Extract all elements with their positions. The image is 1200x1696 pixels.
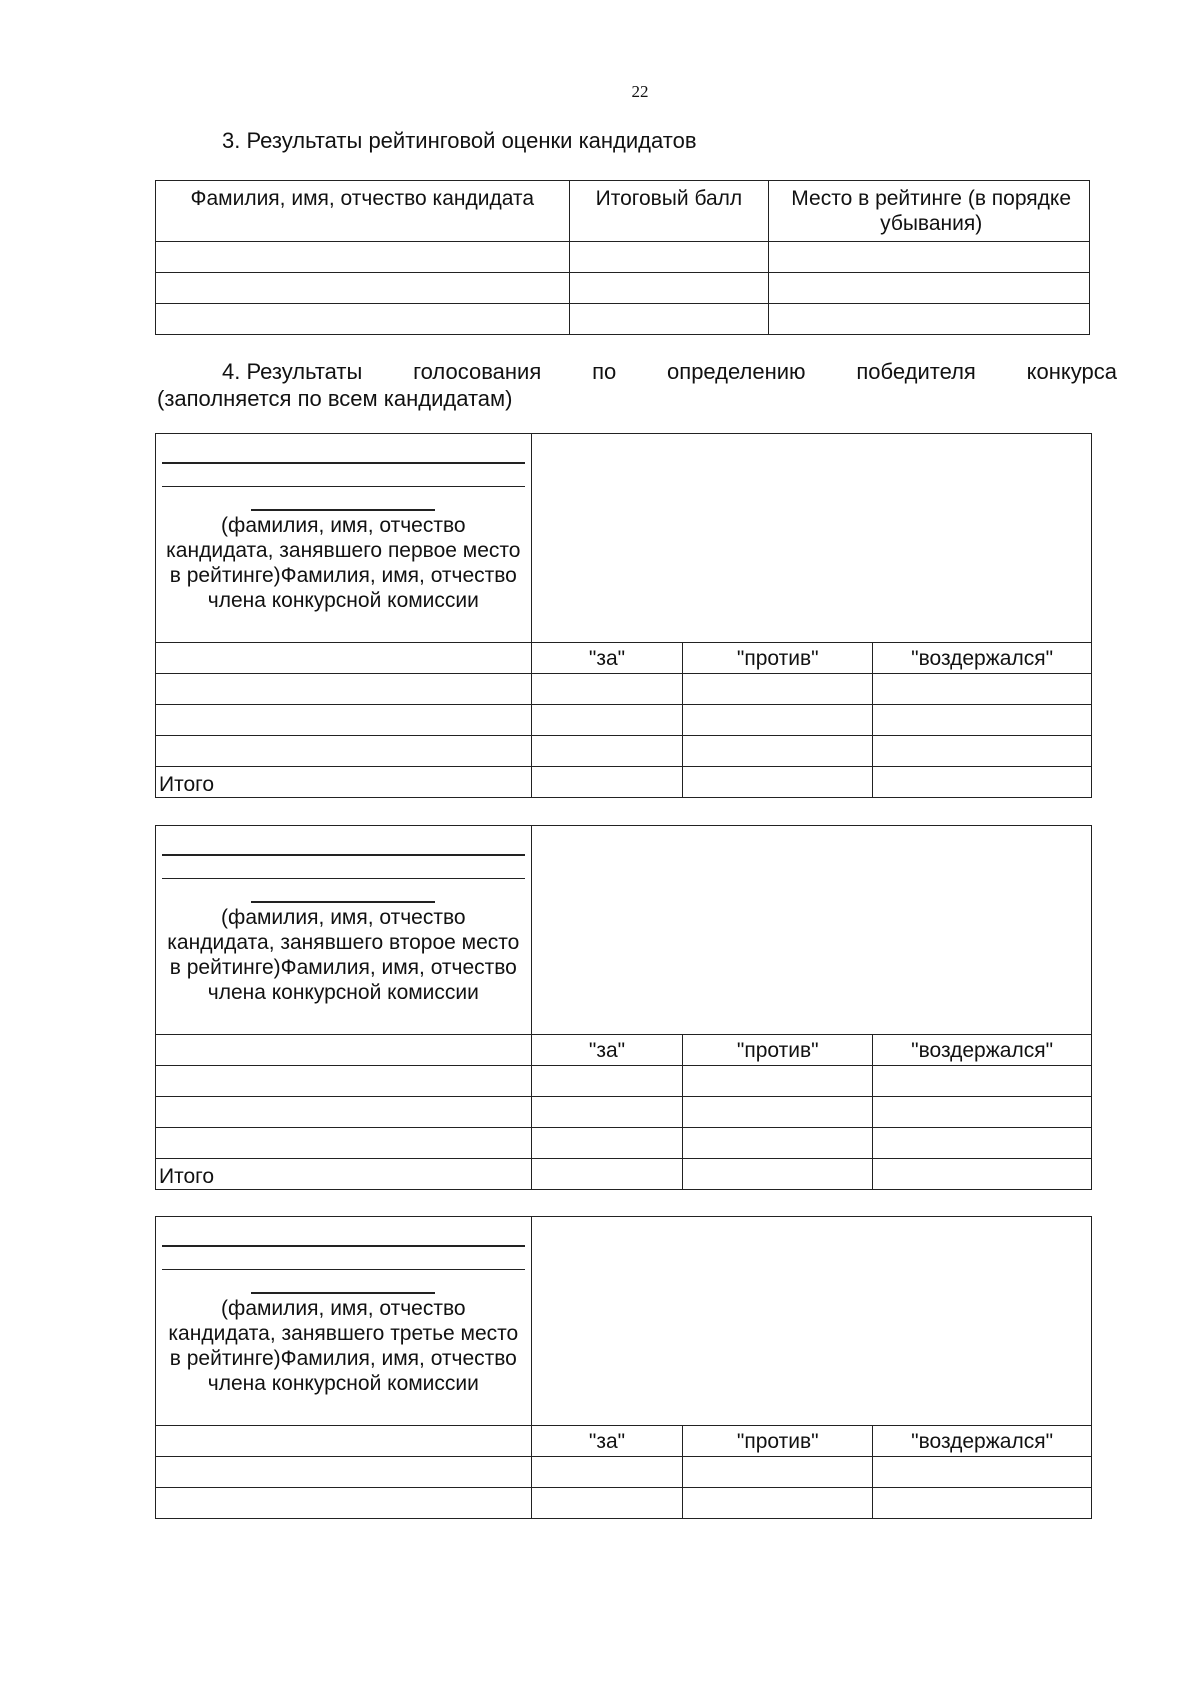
blank-line	[162, 486, 525, 488]
vote-header-row	[156, 1035, 1092, 1066]
rating-header-row	[156, 181, 1090, 242]
table-cell[interactable]	[531, 674, 683, 705]
blank-line	[162, 1245, 525, 1247]
blank-line	[162, 1269, 525, 1271]
table-cell[interactable]	[156, 736, 532, 767]
page-number: 22	[631, 82, 649, 101]
table-cell	[156, 1426, 532, 1457]
table-cell[interactable]	[683, 674, 873, 705]
table-row	[156, 273, 1090, 304]
table-cell[interactable]	[683, 1488, 873, 1519]
candidate-caption: (фамилия, имя, отчество кандидата, занявшего второе место в рейтинге)Фамилия, имя, отчество члена конкурсной комиссии	[167, 905, 520, 1004]
table-row	[156, 242, 1090, 273]
table-row	[156, 304, 1090, 335]
table-cell[interactable]	[769, 242, 1090, 273]
table-cell[interactable]	[156, 304, 570, 335]
table-cell[interactable]	[683, 1128, 873, 1159]
table-cell[interactable]	[873, 736, 1092, 767]
table-cell[interactable]	[683, 705, 873, 736]
table-cell[interactable]	[569, 242, 769, 273]
table-cell[interactable]	[683, 1159, 873, 1190]
section4-word: 4. Результаты	[222, 359, 363, 384]
table-cell[interactable]	[156, 242, 570, 273]
section4-word: определению	[667, 359, 806, 384]
section4-word: по	[592, 359, 617, 384]
vote-table-third-place	[155, 1216, 1092, 1519]
table-cell[interactable]	[531, 1457, 683, 1488]
section4-word: голосования	[413, 359, 542, 384]
vote-header-abstain: "воздержался"	[873, 1035, 1092, 1066]
table-cell[interactable]	[873, 1128, 1092, 1159]
table-cell[interactable]	[683, 767, 873, 798]
table-row	[156, 736, 1092, 767]
vote-header-abstain: "воздержался"	[873, 643, 1092, 674]
vote-header-row	[156, 1426, 1092, 1457]
table-cell[interactable]	[683, 1066, 873, 1097]
table-cell[interactable]	[156, 705, 532, 736]
table-cell[interactable]	[531, 705, 683, 736]
candidate-row	[156, 434, 1092, 643]
table-row	[156, 1457, 1092, 1488]
table-row	[156, 1128, 1092, 1159]
table-cell	[156, 643, 532, 674]
blank-line	[162, 854, 525, 856]
table-cell[interactable]	[156, 1128, 532, 1159]
total-row	[156, 767, 1092, 798]
candidate-blank-area[interactable]	[531, 1217, 1091, 1426]
table-cell[interactable]	[873, 1488, 1092, 1519]
candidate-cell	[156, 826, 532, 1035]
table-cell[interactable]	[683, 736, 873, 767]
table-cell	[156, 1035, 532, 1066]
rating-header-score: Итоговый балл	[569, 181, 769, 242]
section4-heading-line2: (заполняется по всем кандидатам)	[157, 386, 513, 411]
table-cell[interactable]	[873, 767, 1092, 798]
section4-heading-line1	[157, 358, 1117, 385]
vote-header-row	[156, 643, 1092, 674]
table-cell[interactable]	[531, 1488, 683, 1519]
rating-header-place: Место в рейтинге (в порядке убывания)	[769, 181, 1090, 242]
table-cell[interactable]	[873, 1457, 1092, 1488]
table-cell[interactable]	[873, 1066, 1092, 1097]
table-row	[156, 1488, 1092, 1519]
table-row	[156, 1097, 1092, 1128]
table-cell[interactable]	[531, 767, 683, 798]
vote-header-against: "против"	[683, 643, 873, 674]
table-cell[interactable]	[156, 1457, 532, 1488]
section4-heading	[157, 358, 1117, 412]
total-label: Итого	[159, 1165, 215, 1188]
table-cell[interactable]	[569, 304, 769, 335]
candidate-cell	[156, 1217, 532, 1426]
section4-word: победителя	[856, 359, 976, 384]
table-row	[156, 1066, 1092, 1097]
table-cell[interactable]	[769, 273, 1090, 304]
rating-table	[155, 180, 1090, 335]
table-row	[156, 705, 1092, 736]
table-cell[interactable]	[156, 674, 532, 705]
total-label-cell	[156, 767, 532, 798]
table-cell[interactable]	[569, 273, 769, 304]
vote-header-for: "за"	[531, 1035, 683, 1066]
table-cell[interactable]	[156, 1097, 532, 1128]
candidate-row	[156, 826, 1092, 1035]
table-cell[interactable]	[531, 736, 683, 767]
vote-table-first-place	[155, 433, 1092, 798]
table-cell[interactable]	[156, 1066, 532, 1097]
vote-header-against: "против"	[683, 1426, 873, 1457]
blank-line	[162, 878, 525, 880]
table-cell[interactable]	[531, 1066, 683, 1097]
section4-word: конкурса	[1026, 359, 1117, 384]
candidate-cell	[156, 434, 532, 643]
vote-header-against: "против"	[683, 1035, 873, 1066]
table-cell[interactable]	[531, 1097, 683, 1128]
total-label: Итого	[159, 773, 215, 796]
table-cell[interactable]	[156, 1488, 532, 1519]
table-cell[interactable]	[156, 273, 570, 304]
table-cell[interactable]	[769, 304, 1090, 335]
table-row	[156, 674, 1092, 705]
vote-header-abstain: "воздержался"	[873, 1426, 1092, 1457]
vote-header-for: "за"	[531, 1426, 683, 1457]
vote-table-second-place	[155, 825, 1092, 1190]
table-cell[interactable]	[683, 1097, 873, 1128]
candidate-blank-area[interactable]	[531, 826, 1091, 1035]
section3-heading: 3. Результаты рейтинговой оценки кандидатов	[222, 128, 697, 153]
table-cell[interactable]	[531, 1128, 683, 1159]
table-cell[interactable]	[873, 705, 1092, 736]
candidate-caption: (фамилия, имя, отчество кандидата, занявшего первое место в рейтинге)Фамилия, имя, отчество члена конкурсной комиссии	[166, 513, 521, 612]
table-cell[interactable]	[531, 1159, 683, 1190]
candidate-row	[156, 1217, 1092, 1426]
table-cell[interactable]	[873, 1159, 1092, 1190]
candidate-caption: (фамилия, имя, отчество кандидата, занявшего третье место в рейтинге)Фамилия, имя, отчество члена конкурсной комиссии	[168, 1296, 519, 1395]
blank-line	[162, 462, 525, 464]
table-cell[interactable]	[683, 1457, 873, 1488]
total-row	[156, 1159, 1092, 1190]
rating-header-name: Фамилия, имя, отчество кандидата	[156, 181, 570, 242]
total-label-cell	[156, 1159, 532, 1190]
candidate-blank-area[interactable]	[531, 434, 1091, 643]
table-cell[interactable]	[873, 674, 1092, 705]
table-cell[interactable]	[873, 1097, 1092, 1128]
vote-header-for: "за"	[531, 643, 683, 674]
